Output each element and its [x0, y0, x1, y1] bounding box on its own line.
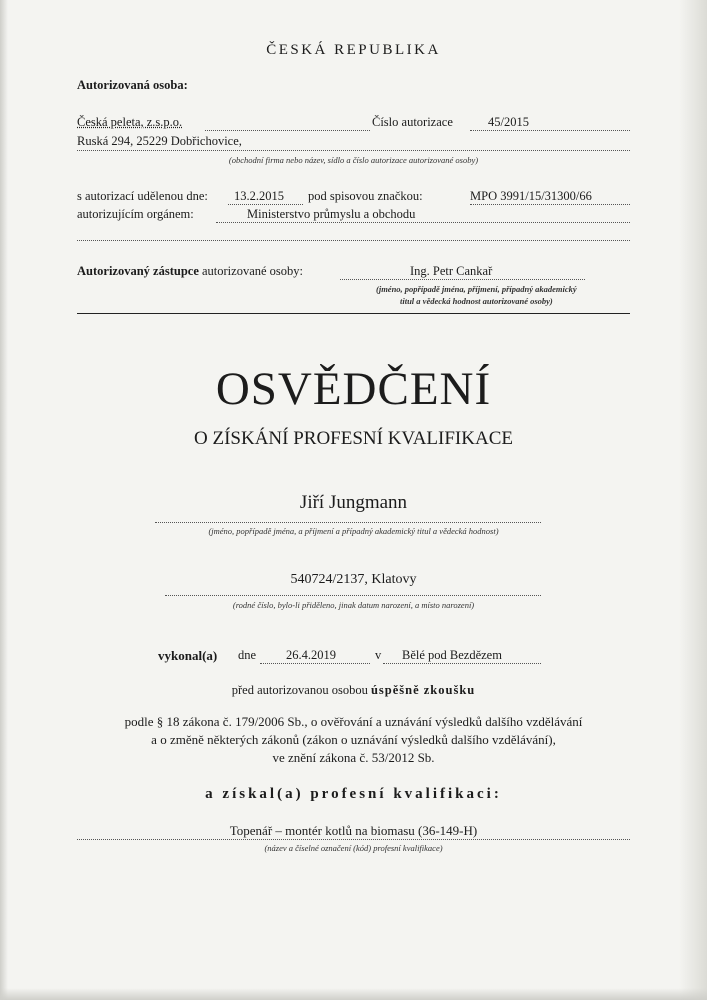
dotted-line	[383, 663, 541, 664]
dotted-line	[205, 130, 370, 131]
dotted-line	[340, 279, 585, 280]
holder-name: Jiří Jungmann	[299, 492, 408, 513]
authorized-person-heading: Autorizovaná osoba:	[77, 78, 188, 92]
law-line-2: a o změně některých zákonů (zákon o uznávání výsledků dalšího vzdělávání),	[151, 732, 556, 747]
dotted-line	[77, 839, 630, 840]
authorized-person-caption: (obchodní firma nebo název, sídlo a číslo autorizace autorizované osoby)	[228, 155, 479, 165]
qualification-name: Topenář – montér kotlů na biomasu (36-149-H)	[229, 823, 478, 838]
exam-place: Bělé pod Bezdězem	[402, 648, 502, 662]
law-line-1: podle § 18 zákona č. 179/2006 Sb., o ověřování a uznávání výsledků dalšího vzdělávání	[124, 714, 583, 729]
certificate-title: OSVĚDČENÍ	[215, 363, 492, 415]
representative-caption-line1: (jméno, popřípadě jména, příjmení, případný akademický	[376, 284, 577, 294]
before-text: před autorizovanou osobou	[231, 683, 368, 697]
holder-birth: 540724/2137, Klatovy	[290, 572, 417, 587]
dotted-line	[470, 204, 630, 205]
country-header: ČESKÁ REPUBLIKA	[266, 42, 441, 58]
exam-result-line	[0, 683, 707, 698]
exam-result: úspěšně zkoušku	[370, 683, 476, 697]
scan-shadow-bottom	[0, 988, 707, 1000]
dotted-line	[155, 522, 541, 523]
place-label: v	[375, 648, 382, 662]
exam-date: 26.4.2019	[286, 648, 336, 662]
representative-label-bold: Autorizovaný zástupce	[77, 264, 199, 278]
performed-label: vykonal(a)	[158, 648, 218, 663]
authorized-person-address: Ruská 294, 25229 Dobřichovice,	[77, 134, 242, 148]
representative-name: Ing. Petr Cankař	[410, 264, 493, 278]
qualification-heading: a získal(a) profesní kvalifikaci:	[205, 786, 502, 802]
dotted-line	[216, 222, 630, 223]
authority-value: Ministerstvo průmyslu a obchodu	[247, 207, 416, 221]
holder-name-caption: (jméno, popřípadě jména, a příjmení a případný akademický titul a vědecká hodnost)	[208, 526, 499, 536]
dotted-line	[470, 130, 630, 131]
granted-date: 13.2.2015	[234, 189, 284, 203]
granted-label: s autorizací udělenou dne:	[77, 189, 208, 203]
date-label: dne	[238, 648, 257, 662]
auth-number-label: Číslo autorizace	[372, 115, 453, 129]
certificate-subtitle: O ZÍSKÁNÍ PROFESNÍ KVALIFIKACE	[194, 428, 513, 449]
authorized-person-name: Česká peleta, z.s.p.o.	[77, 115, 183, 129]
representative-label	[77, 264, 303, 279]
file-label: pod spisovou značkou:	[308, 189, 423, 203]
qualification-caption: (název a číselné označení (kód) profesní kvalifikace)	[264, 843, 443, 853]
dotted-line	[260, 663, 370, 664]
dotted-line	[228, 204, 303, 205]
dotted-line	[165, 595, 541, 596]
law-line-3: ve znění zákona č. 53/2012 Sb.	[272, 750, 435, 765]
dotted-line	[77, 150, 630, 151]
file-number: MPO 3991/15/31300/66	[470, 189, 592, 203]
section-divider	[77, 313, 630, 314]
authority-label: autorizujícím orgánem:	[77, 207, 194, 221]
representative-label-rest: autorizované osoby:	[202, 264, 304, 278]
auth-number-value: 45/2015	[488, 115, 529, 129]
representative-caption-line2: titul a vědecká hodnost autorizované osoby)	[400, 296, 553, 306]
dotted-line	[77, 240, 630, 241]
holder-birth-caption: (rodné číslo, bylo-li přiděleno, jinak datum narození, a místo narození)	[232, 600, 475, 610]
